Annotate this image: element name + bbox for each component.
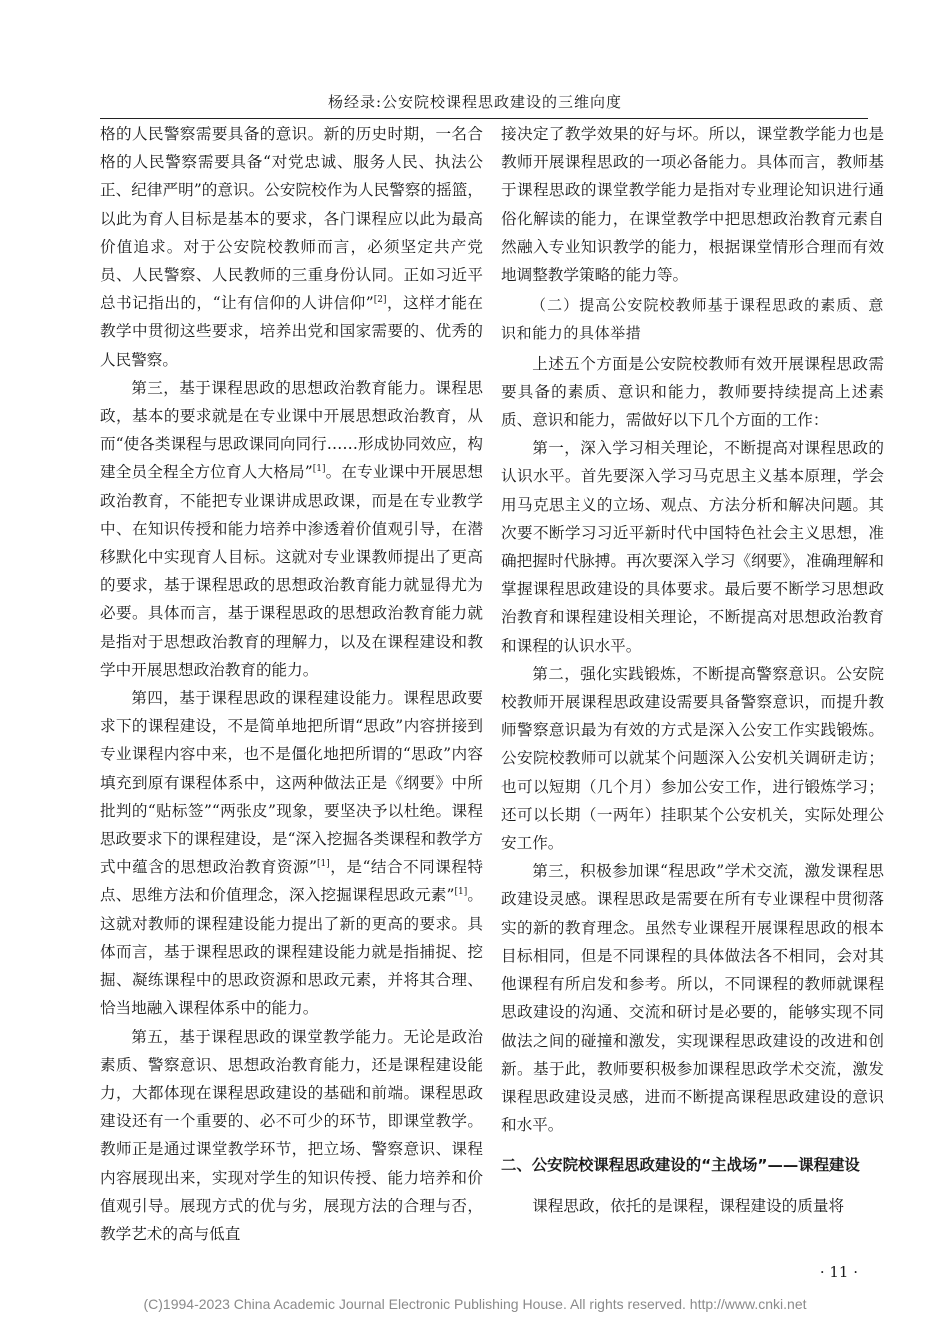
copyright-footer: (C)1994-2023 China Academic Journal Electronic Publishing House. All rights reserved. http://www.cnki.net <box>143 1296 807 1312</box>
citation[interactable]: [1] <box>454 887 468 898</box>
paragraph: 第五，基于课程思政的课堂教学能力。无论是政治素质、警察意识、思想政治教育能力，还是课程建设能力，大都体现在课程思政建设的基础和前端。课程思政建设还有一个重要的、必不可少的环节，即课堂教学。教师正是通过课堂教学环节，把立场、警察意识、课程内容展现出来，实现对学生的知识传授、能力培养和价值观引导。展现方式的优与劣，展现方法的合理与否，教学艺术的高与低直 <box>100 1027 483 1243</box>
paragraph: 第三，积极参加课“程思政”学术交流，激发课程思政建设灵感。课程思政是需要在所有专业课程中贯彻落实的新的教育理念。虽然专业课程开展课程思政的根本目标相同，但是不同课程的具体做法各不相同，会对其他课程有所启发和参考。所以，不同课程的教师就课程思政建设的沟通、交流和研讨是必要的，能够实现不同做法之间的碰撞和激发，实现课程思政建设的改进和创新。基于此，教师要积极参加课程思政学术交流，激发课程思政建设灵感，进而不断提高课程思政建设的意识和水平。 <box>501 862 884 1135</box>
subsection-heading: （二）提高公安院校教师基于课程思政的素质、意识和能力的具体举措 <box>501 296 884 343</box>
page-number: · 11 · <box>819 1263 858 1281</box>
running-title: 杨经录:公安院校课程思政建设的三维向度 <box>327 93 623 111</box>
paragraph: 接决定了教学效果的好与坏。所以，课堂教学能力也是教师开展课程思政的一项必备能力。具体而言，教师基于课程思政的课堂教学能力是指对专业理论知识进行通俗化解读的能力，在课堂教学中把思想政治教育元素自然融入专业知识教学的能力，根据课堂情形合理而有效地调整教学策略的能力等。 <box>501 125 884 285</box>
paragraph: 第二，强化实践锻炼，不断提高警察意识。公安院校教师开展课程思政建设需要具备警察意识，而提升教师警察意识最为有效的方式是深入公安工作实践锻炼。公安院校教师可以就某个问题深入公安机关调研走访；也可以短期（几个月）参加公安工作，进行锻炼学习；还可以长期（一两年）挂职某个公安机关，实际处理公安工作。 <box>501 664 884 853</box>
right-column <box>501 120 884 1220</box>
header-rule <box>100 118 868 119</box>
paragraph: 第三，基于课程思政的思想政治教育能力。课程思政，基本的要求就是在专业课中开展思想政治教育，从而“使各类课程与思政课同向同行……形成协同效应，构建全员全程全方位育人大格局”[1]。在专业课中开展思想政治教育，不能把专业课讲成思政课，而是在专业教学中、在知识传授和能力培养中渗透着价值观引导，在潜移默化中实现育人目标。这就对专业课教师提出了更高的要求，基于课程思政的思想政治教育能力就显得尤为必要。具体而言，基于课程思政的思想政治教育能力就是指对于思想政治教育的理解力，以及在课程建设和教学中开展思想政治教育的能力。 <box>100 378 483 679</box>
paragraph: 第四，基于课程思政的课程建设能力。课程思政要求下的课程建设，不是简单地把所谓“思政”内容拼接到专业课程内容中来，也不是僵化地把所谓的“思政”内容填充到原有课程体系中，这两种做法正是《纲要》中所批判的“贴标签”“两张皮”现象，要坚决予以杜绝。课程思政要求下的课程建设，是“深入挖掘各类课程和教学方式中蕴含的思想政治教育资源”[1]，是“结合不同课程特点、思维方法和价值理念，深入挖掘课程思政元素”[1]。这就对教师的课程建设能力提出了新的更高的要求。具体而言，基于课程思政的课程建设能力就是指捕捉、挖掘、凝练课程中的思政资源和思政元素，并将其合理、恰当地融入课程体系中的能力。 <box>100 689 483 1018</box>
citation[interactable]: [1] <box>312 464 326 475</box>
paragraph: 上述五个方面是公安院校教师有效开展课程思政需要具备的素质、意识和能力，教师要持续提高上述素质、意识和能力，需做好以下几个方面的工作： <box>501 354 884 430</box>
section-heading: 二、公安院校课程思政建设的“主战场”——课程建设 <box>501 1156 860 1175</box>
paragraph: 第一，深入学习相关理论，不断提高对课程思政的认识水平。首先要深入学习马克思主义基本原理，学会用马克思主义的立场、观点、方法分析和解决问题。其次要不断学习习近平新时代中国特色社会主义思想，准确把握时代脉搏。再次要深入学习《纲要》，准确理解和掌握课程思政建设的具体要求。最后要不断学习思想政治教育和课程建设相关理论，不断提高对思想政治教育和课程的认识水平。 <box>501 439 884 655</box>
paragraph: 格的人民警察需要具备的意识。新的历史时期，一名合格的人民警察需要具备“对党忠诚、服务人民、执法公正、纪律严明”的意识。公安院校作为人民警察的摇篮，以此为育人目标是基本的要求，各门课程应以此为最高价值追求。对于公安院校教师而言，必须坚定共产党员、人民警察、人民教师的三重身份认同。正如习近平总书记指出的，“让有信仰的人讲信仰”[2]，这样才能在教学中贯彻这些要求，培养出党和国家需要的、优秀的人民警察。 <box>100 125 483 369</box>
citation[interactable]: [1] <box>317 859 330 870</box>
left-column <box>100 120 483 1248</box>
citation[interactable]: [2] <box>373 295 387 306</box>
paragraph: 课程思政，依托的是课程，课程建设的质量将 <box>532 1196 845 1215</box>
